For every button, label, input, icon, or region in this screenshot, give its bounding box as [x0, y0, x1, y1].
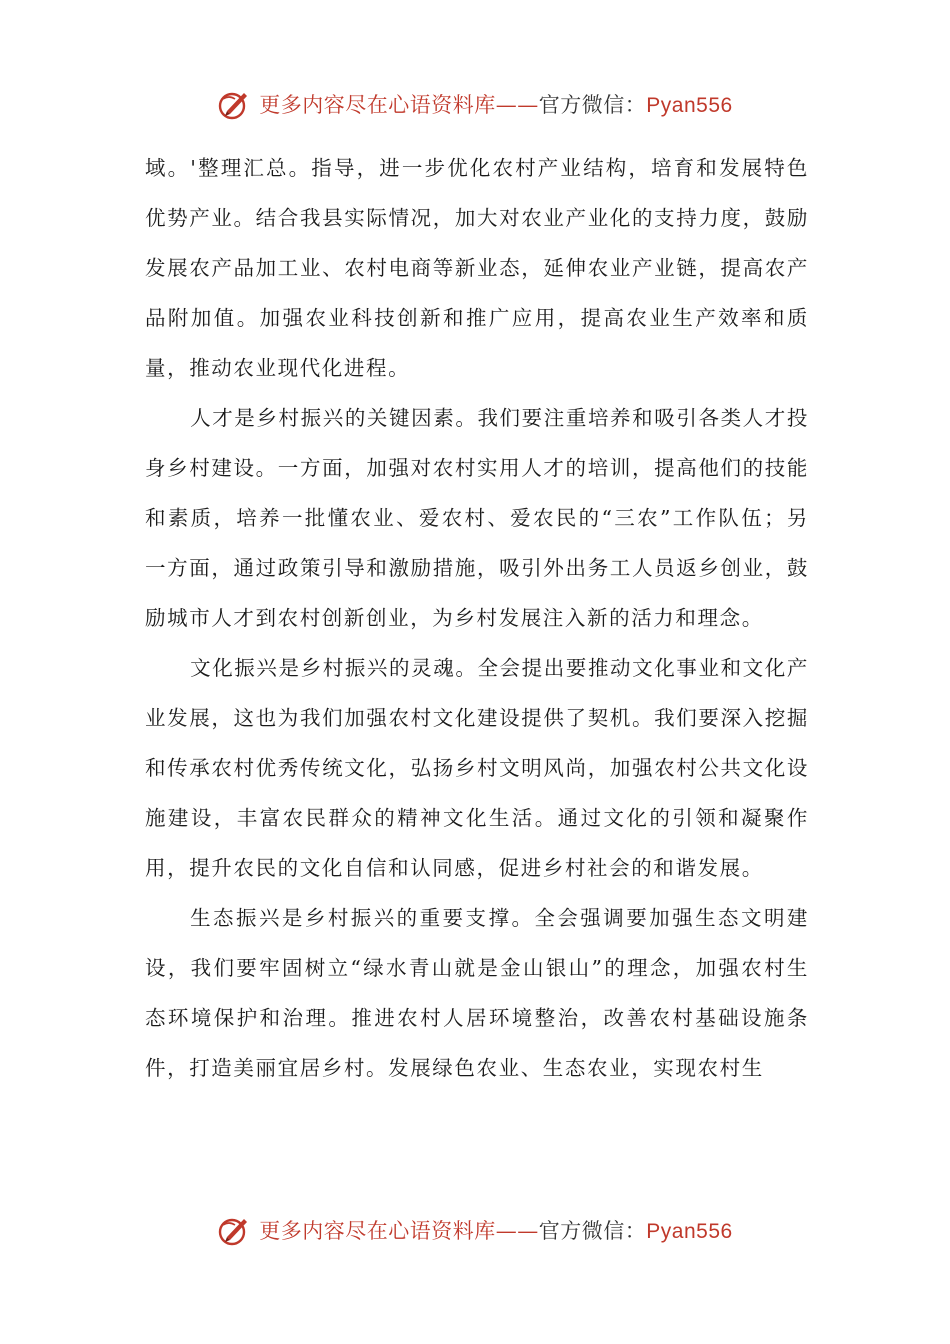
paragraph-4: 生态振兴是乡村振兴的重要支撑。全会强调要加强生态文明建设，我们要牢固树立“绿水青山就是金山银山”的理念，加强农村生态环境保护和治理。推进农村人居环境整治，改善农村基础设施条件，打造美丽宜居乡村。发展绿色农业、生态农业，实现农村生 [145, 906, 809, 1080]
pen-logo-icon [217, 1213, 251, 1247]
footer-wechat-id: Pyan556 [646, 1220, 733, 1243]
header-banner-main: 更多内容尽在心语资料库 [259, 93, 496, 117]
footer-banner-text [259, 1215, 732, 1245]
header-banner [0, 80, 950, 128]
footer-banner [0, 1206, 950, 1254]
paragraph-3: 文化振兴是乡村振兴的灵魂。全会提出要推动文化事业和文化产业发展，这也为我们加强农村文化建设提供了契机。我们要深入挖掘和传承农村优秀传统文化，弘扬乡村文明风尚，加强农村公共文化设施建设，丰富农民群众的精神文化生活。通过文化的引领和凝聚作用，提升农民的文化自信和认同感，促进乡村社会的和谐发展。 [145, 656, 809, 880]
footer-banner-main: 更多内容尽在心语资料库 [259, 1219, 496, 1243]
document-body [145, 143, 809, 1093]
header-wechat-id: Pyan556 [646, 94, 733, 117]
pen-logo-icon [217, 87, 251, 121]
header-wechat-label: 官方微信： [538, 93, 647, 117]
footer-wechat-label: 官方微信： [538, 1219, 647, 1243]
paragraph-2: 人才是乡村振兴的关键因素。我们要注重培养和吸引各类人才投身乡村建设。一方面，加强对农村实用人才的培训，提高他们的技能和素质，培养一批懂农业、爱农村、爱农民的“三农”工作队伍；另一方面，通过政策引导和激励措施，吸引外出务工人员返乡创业，鼓励城市人才到农村创新创业，为乡村发展注入新的活力和理念。 [145, 406, 809, 630]
footer-banner-separator: —— [495, 1219, 539, 1243]
paragraph-1: 域。'整理汇总。指导，进一步优化农村产业结构，培育和发展特色优势产业。结合我县实际情况，加大对农业产业化的支持力度，鼓励发展农产品加工业、农村电商等新业态，延伸农业产业链，提高农产品附加值。加强农业科技创新和推广应用，提高农业生产效率和质量，推动农业现代化进程。 [145, 156, 809, 380]
header-banner-separator: —— [495, 93, 539, 117]
header-banner-text [259, 89, 732, 119]
